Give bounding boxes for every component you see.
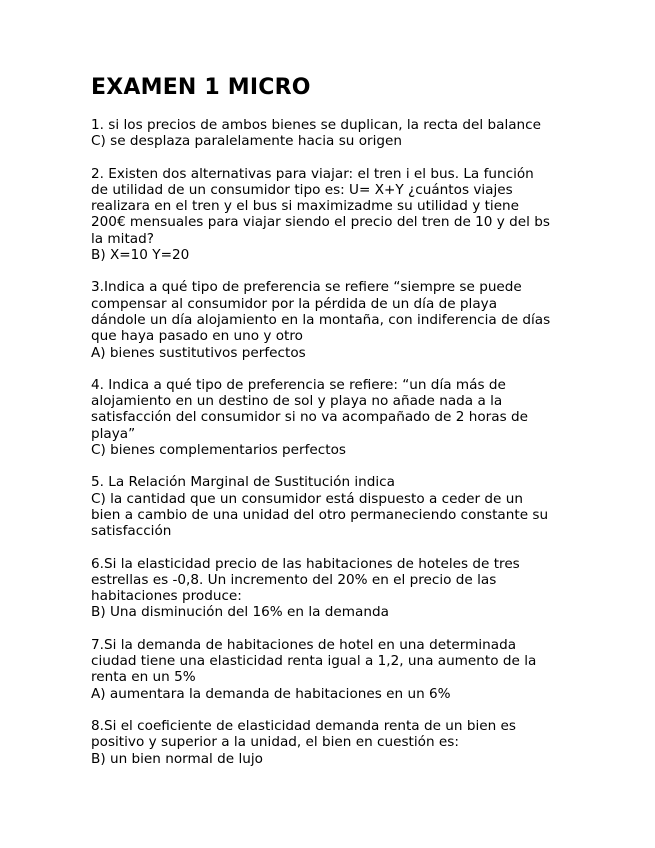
question-5-line: bien a cambio de una unidad del otro permaneciendo constante su xyxy=(91,506,549,523)
question-3-line: que haya pasado en uno y otro xyxy=(91,328,303,345)
question-3-line: 3.Indica a qué tipo de preferencia se refiere “siempre se puede xyxy=(91,279,522,296)
question-6-line: 6.Si la elasticidad precio de las habitaciones de hoteles de tres xyxy=(91,555,520,572)
question-4-line: playa” xyxy=(91,425,136,442)
question-7-line: A) aumentara la demanda de habitaciones en un 6% xyxy=(91,685,451,702)
question-4-line: alojamiento en un destino de sol y playa no añade nada a la xyxy=(91,393,503,410)
question-6-line: habitaciones produce: xyxy=(91,588,242,605)
question-block-4 xyxy=(91,377,615,458)
document-title: EXAMEN 1 MICRO xyxy=(91,75,311,100)
question-5-line: C) la cantidad que un consumidor está dispuesto a ceder de un xyxy=(91,490,523,507)
question-block-3 xyxy=(91,279,615,360)
question-block-1 xyxy=(91,117,615,150)
question-7-line: renta en un 5% xyxy=(91,669,196,686)
question-block-8 xyxy=(91,718,615,767)
question-4-line: satisfacción del consumidor si no va acompañado de 2 horas de xyxy=(91,409,528,426)
question-3-line: A) bienes sustitutivos perfectos xyxy=(91,344,306,361)
question-1-line: C) se desplaza paralelamente hacia su origen xyxy=(91,133,402,150)
question-8-line: B) un bien normal de lujo xyxy=(91,750,263,767)
question-2-line: 2. Existen dos alternativas para viajar: el tren i el bus. La función xyxy=(91,165,534,182)
question-4-line: C) bienes complementarios perfectos xyxy=(91,442,346,459)
question-2-line: B) X=10 Y=20 xyxy=(91,247,190,264)
question-2-line: de utilidad de un consumidor tipo es: U= X+Y ¿cuántos viajes xyxy=(91,181,513,198)
question-7-line: ciudad tiene una elasticidad renta igual a 1,2, una aumento de la xyxy=(91,653,537,670)
question-2-line: realizara en el tren y el bus si maximizadme su utilidad y tiene xyxy=(91,198,520,215)
question-8-line: positivo y superior a la unidad, el bien en cuestión es: xyxy=(91,734,459,751)
question-6-line: B) Una disminución del 16% en la demanda xyxy=(91,604,389,621)
question-8-line: 8.Si el coeficiente de elasticidad demanda renta de un bien es xyxy=(91,717,516,734)
question-list xyxy=(91,117,615,767)
question-3-line: compensar al consumidor por la pérdida de un día de playa xyxy=(91,295,498,312)
question-3-line: dándole un día alojamiento en la montaña, con indiferencia de días xyxy=(91,311,551,328)
question-block-6 xyxy=(91,556,615,621)
question-2-line: la mitad? xyxy=(91,230,154,247)
question-6-line: estrellas es -0,8. Un incremento del 20% en el precio de las xyxy=(91,571,497,588)
question-1-line: 1. si los precios de ambos bienes se duplican, la recta del balance xyxy=(91,117,542,133)
question-4-line: 4. Indica a qué tipo de preferencia se refiere: “un día más de xyxy=(91,376,506,393)
question-block-2 xyxy=(91,166,615,264)
question-5-line: satisfacción xyxy=(91,523,172,540)
question-5-line: 5. La Relación Marginal de Sustitución indica xyxy=(91,474,395,491)
question-7-line: 7.Si la demanda de habitaciones de hotel en una determinada xyxy=(91,636,517,653)
question-block-5 xyxy=(91,474,615,539)
question-2-line: 200€ mensuales para viajar siendo el precio del tren de 10 y del bs xyxy=(91,214,550,231)
question-block-7 xyxy=(91,637,615,702)
